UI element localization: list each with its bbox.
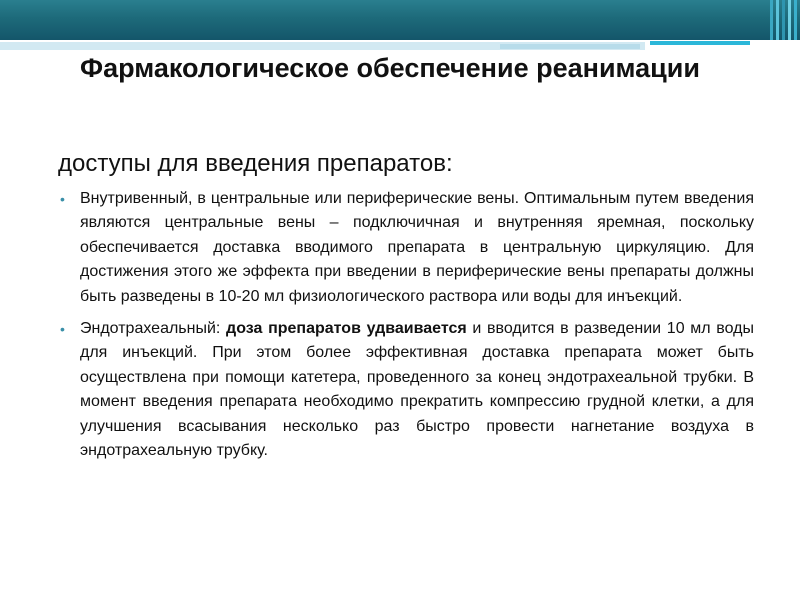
header-underline-highlight — [650, 41, 750, 45]
slide-subtitle: доступы для введения препаратов: — [58, 150, 453, 177]
header-stripe — [782, 0, 785, 40]
bullet-icon: • — [60, 321, 65, 338]
bullet-text-emphasis: доза препаратов удваивается — [226, 320, 467, 338]
header-stripe — [770, 0, 773, 40]
header-underline-accent — [500, 44, 640, 49]
list-item — [58, 187, 754, 309]
bullet-text: Внутривенный, в центральные или периферические вены. Оптимальным путем введения являются центральные вены – подключичная и внутренняя яремная, поскольку обеспечивается доставка вводимого препарата в центральную циркуляцию. Для достижения этого же эффекта при введении в периферические вены препараты должны быть разведены в 10-20 мл физиологического раствора или воды для инъекций. — [80, 190, 754, 305]
slide-title: Фармакологическое обеспечение реанимации — [80, 53, 700, 83]
bullet-list — [58, 187, 754, 471]
header-band — [0, 0, 800, 40]
bullet-text-before: Эндотрахеальный: — [80, 320, 227, 338]
header-stripe — [776, 0, 779, 40]
bullet-text-after: и вводится в разведении 10 мл воды для инъекций. При этом более эффективная доставка препарата может быть осуществлена при помощи катетера, проведенного за конец эндотрахеальной трубки. В момент введения препарата необходимо прекратить компрессию грудной клетки, а для улучшения всасывания несколько раз быстро провести нагнетание воздуха в эндотрахеальную трубку. — [80, 320, 755, 460]
header-stripe — [794, 0, 797, 40]
header-stripe — [788, 0, 791, 40]
bullet-icon: • — [60, 191, 65, 207]
list-item — [58, 317, 754, 463]
